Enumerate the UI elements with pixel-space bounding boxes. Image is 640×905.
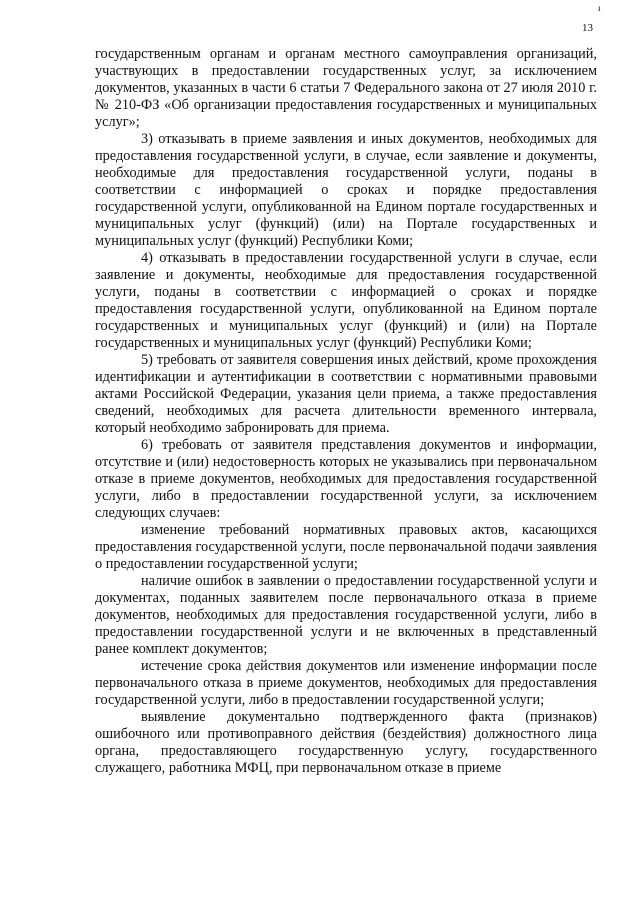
paragraph-case-official-misconduct: выявление документально подтвержденного факта (признаков) ошибочного или противоправного действия (бездействия) должностного лица органа, предоставляющего государственную услугу, государственного служащего, работника МФЦ, при первоначальном отказе в приеме [95,709,597,776]
paragraph-item-6: 6) требовать от заявителя представления документов и информации, отсутствие и (или) недостоверность которых не указывались при первоначальном отказе в приеме документов, необходимых для предоставления государственной услуги, либо в предоставлении государственной услуги, за исключением следующих случаев: [95,437,597,521]
paragraph-item-4: 4) отказывать в предоставлении государственной услуги в случае, если заявление и документы, необходимые для предоставления государственной услуги, поданы в соответствии с информацией о сроках и порядке предоставления государственной услуги, опубликованной на Едином портале государственных и муниципальных услуг (функций) и (или) на Портале государственных и муниципальных услуг (функций) Республики Коми; [95,250,597,351]
paragraph-item-3: 3) отказывать в приеме заявления и иных документов, необходимых для предоставления государственной услуги, в случае, если заявление и документы, необходимые для предоставления государственной услуги, поданы в соответствии с информацией о сроках и порядке предоставления государственной услуги, опубликованной на Едином портале государственных и муниципальных услуг (функций) (или) на Портале государственных и муниципальных услуг (функций) Республики Коми; [95,131,597,249]
paragraph-case-regulation-change: изменение требований нормативных правовых актов, касающихся предоставления государственной услуги, после первоначальной подачи заявления о предоставлении государственной услуги; [95,522,597,572]
corner-mark: ı [598,3,601,13]
paragraph-case-document-expiry: истечение срока действия документов или изменение информации после первоначального отказа в приеме документов, необходимых для предоставления государственной услуги, либо в предоставлении государственной услуги; [95,658,597,708]
paragraph-case-application-errors: наличие ошибок в заявлении о предоставлении государственной услуги и документах, поданных заявителем после первоначального отказа в приеме документов, необходимых для предоставления государственной услуги, либо в предоставлении государственной услуги и не включенных в представленный ранее комплект документов; [95,573,597,657]
paragraph-item-5: 5) требовать от заявителя совершения иных действий, кроме прохождения идентификации и аутентификации в соответствии с нормативными правовыми актами Российской Федерации, указания цели приема, а также предоставления сведений, необходимых для расчета длительности временного интервала, который необходимо забронировать для приема. [95,352,597,436]
paragraph-continuation: государственным органам и органам местного самоуправления организаций, участвующих в предоставлении государственных услуг, за исключением документов, указанных в части 6 статьи 7 Федерального закона от 27 июля 2010 г. № 210-ФЗ «Об организации предоставления государственных и муниципальных услуг»; [95,46,597,130]
body-text [95,46,597,777]
page-number: 13 [582,22,593,34]
